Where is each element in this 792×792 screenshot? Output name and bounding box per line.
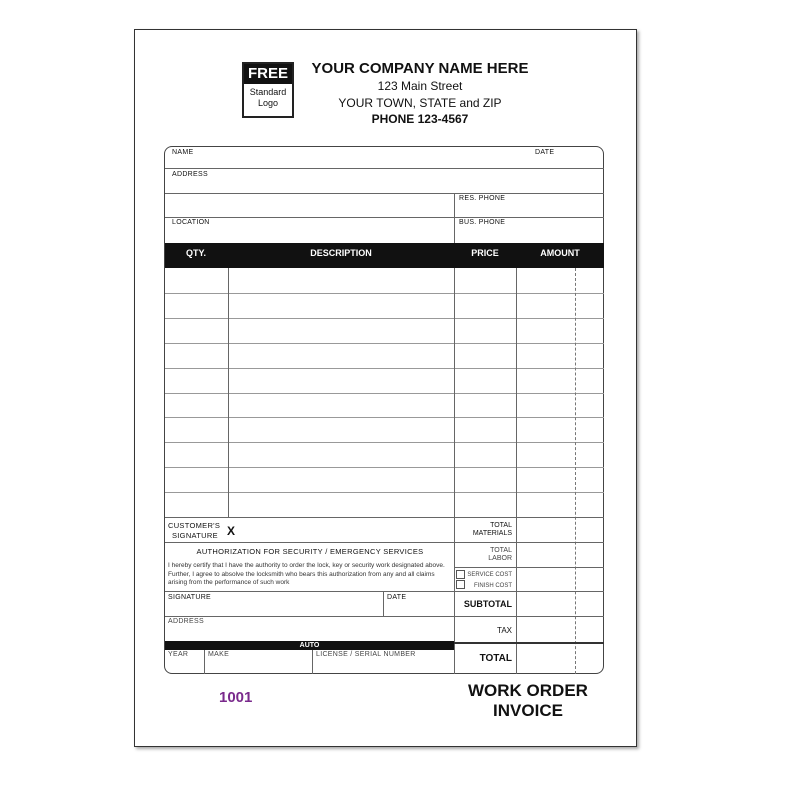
company-street: 123 Main Street <box>377 79 463 93</box>
total-labor-line1: TOTAL <box>490 547 512 554</box>
line-item-row-divider <box>165 467 604 468</box>
phone-divider <box>454 193 455 243</box>
row-divider <box>454 567 604 568</box>
auth-address-label: ADDRESS <box>168 618 204 625</box>
price-column-header: PRICE <box>471 248 499 258</box>
customer-sig-label-1: CUSTOMER'S <box>168 521 221 530</box>
row-divider <box>165 193 604 194</box>
license-field-label: LICENSE / SERIAL NUMBER <box>316 651 416 658</box>
description-column-header: DESCRIPTION <box>310 248 372 258</box>
service-cost-label: SERVICE COST <box>467 572 512 578</box>
line-item-row-divider <box>165 318 604 319</box>
sig-date-field-label: DATE <box>387 594 407 601</box>
order-number: 1001 <box>219 689 253 706</box>
year-make-divider <box>204 650 205 674</box>
date-field-label: DATE <box>535 149 555 156</box>
row-divider <box>165 591 604 592</box>
section-divider <box>165 517 604 518</box>
row-divider <box>165 217 604 218</box>
row-divider <box>454 642 604 644</box>
cents-divider <box>575 268 576 674</box>
line-item-row-divider <box>165 343 604 344</box>
make-license-divider <box>312 650 313 674</box>
subtotal-label: SUBTOTAL <box>463 599 512 609</box>
name-field-label: NAME <box>172 149 194 156</box>
address-field-label: ADDRESS <box>172 171 208 178</box>
company-town: YOUR TOWN, STATE and ZIP <box>338 96 502 110</box>
total-materials-label <box>456 522 512 538</box>
location-field-label: LOCATION <box>172 219 210 226</box>
row-divider <box>165 168 604 169</box>
signature-field-label: SIGNATURE <box>168 594 212 601</box>
company-logo <box>242 62 294 118</box>
form-title-line2: INVOICE <box>493 701 563 720</box>
tax-label: TAX <box>497 626 512 635</box>
row-divider <box>165 542 604 543</box>
qty-column-header: QTY. <box>185 248 206 258</box>
sig-date-divider <box>383 591 384 616</box>
line-item-row-divider <box>165 417 604 418</box>
company-name: YOUR COMPANY NAME HERE <box>311 60 529 77</box>
year-field-label: YEAR <box>168 651 189 658</box>
line-item-row-divider <box>165 393 604 394</box>
form-title-line1: WORK ORDER <box>468 681 588 700</box>
qty-column-divider <box>228 268 229 517</box>
line-item-row-divider <box>165 442 604 443</box>
res-phone-label: RES. PHONE <box>459 195 506 202</box>
logo-logo-label: Logo <box>257 98 279 108</box>
authorization-text: I hereby certify that I have the authority to order the lock, key or security work designated above. Further, I agree to absolve the locksmith who bears this authorization from any and all claims arising from the performance of such work <box>168 562 445 586</box>
customer-sig-label-2: SIGNATURE <box>172 531 218 540</box>
line-item-row-divider <box>165 368 604 369</box>
line-item-row-divider <box>165 293 604 294</box>
row-divider <box>165 616 604 617</box>
total-labor-line2: LABOR <box>488 555 512 562</box>
amount-column-header: AMOUNT <box>540 248 580 258</box>
auto-section-bar: AUTO <box>165 641 454 650</box>
price-column-left-divider <box>454 268 455 674</box>
authorization-title: AUTHORIZATION FOR SECURITY / EMERGENCY SERVICES <box>196 547 424 556</box>
total-labor-label <box>456 547 512 563</box>
total-materials-line1: TOTAL <box>490 522 512 529</box>
total-materials-line2: MATERIALS <box>472 530 512 537</box>
line-item-row-divider <box>165 492 604 493</box>
bus-phone-label: BUS. PHONE <box>459 219 506 226</box>
total-label: TOTAL <box>479 653 512 664</box>
invoice-form <box>164 146 604 674</box>
signature-mark: X <box>227 524 236 538</box>
logo-free-label: FREE <box>244 64 292 84</box>
make-field-label: MAKE <box>208 651 230 658</box>
price-column-right-divider <box>516 268 517 674</box>
finish-cost-label: FINISH COST <box>473 583 512 589</box>
company-phone: PHONE 123-4567 <box>371 112 469 126</box>
logo-standard-label: Standard <box>249 87 287 97</box>
